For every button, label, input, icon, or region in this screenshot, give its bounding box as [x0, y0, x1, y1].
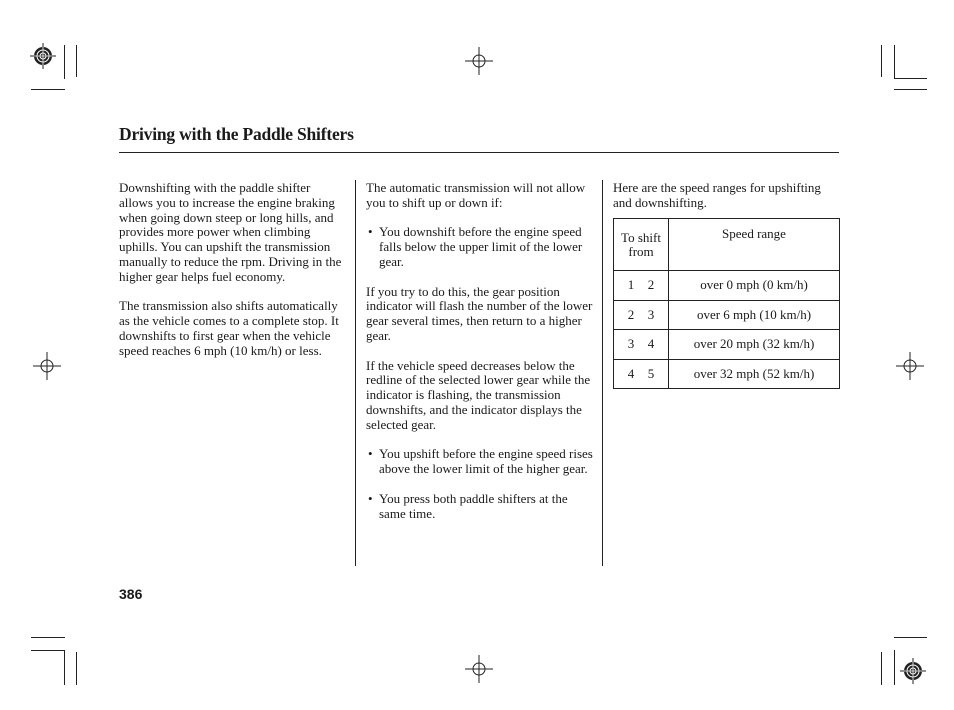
- list-item: [366, 447, 596, 477]
- bullet: •: [368, 490, 373, 506]
- crop-mark: [31, 637, 65, 638]
- crop-mark: [881, 652, 882, 685]
- page-title: Driving with the Paddle Shifters: [119, 124, 354, 144]
- bullet: •: [368, 224, 373, 240]
- crop-mark: [31, 650, 65, 651]
- gear-cell: 1 2: [614, 271, 669, 301]
- paragraph: If you try to do this, the gear position indicator will flash the number of the lower gear several times, then return to a higher gear.: [366, 283, 593, 343]
- table-row: [614, 359, 840, 389]
- header-speed-range: Speed range: [669, 219, 840, 271]
- registration-target-icon: [899, 657, 927, 685]
- list-item: [366, 492, 596, 522]
- column-middle: [366, 181, 596, 536]
- gear-cell: 3 4: [614, 330, 669, 360]
- list-item-text: You downshift before the engine speed falls below the upper limit of the lower gear.: [379, 224, 583, 269]
- crop-mark: [64, 45, 65, 79]
- crosshair-icon: [465, 655, 493, 683]
- gear-cell: 2 3: [614, 300, 669, 330]
- crosshair-icon: [465, 47, 493, 75]
- page-number: 386: [119, 586, 143, 602]
- crop-mark: [894, 89, 927, 90]
- speed-cell: over 20 mph (32 km/h): [669, 330, 840, 360]
- registration-target-icon: [29, 42, 57, 70]
- crosshair-icon: [896, 352, 924, 380]
- table-row: [614, 271, 840, 301]
- header-to-shift-from: To shift from: [614, 219, 669, 271]
- bullet: •: [368, 446, 373, 462]
- speed-range-table: [613, 218, 840, 389]
- paragraph: Downshifting with the paddle shifter allows you to increase the engine braking when going down steep or long hills, and provides more power when climbing uphills. You can upshift the transmission manually to reduce the rpm. Driving in the higher gear helps fuel economy.: [119, 180, 342, 284]
- list-item-text: You upshift before the engine speed rises above the lower limit of the higher gear.: [379, 446, 593, 477]
- crosshair-icon: [33, 352, 61, 380]
- title-rule: [119, 152, 839, 153]
- table-row: [614, 330, 840, 360]
- paragraph: The transmission also shifts automatically as the vehicle comes to a complete stop. It downshifts to first gear when the vehicle speed reaches 6 mph (10 km/h) or less.: [119, 298, 339, 358]
- crop-mark: [894, 650, 895, 685]
- paragraph: The automatic transmission will not allow you to shift up or down if:: [366, 180, 586, 210]
- crop-mark: [881, 45, 882, 77]
- crop-mark: [64, 650, 65, 685]
- speed-cell: over 6 mph (10 km/h): [669, 300, 840, 330]
- table-row: [614, 300, 840, 330]
- column-left: [119, 181, 347, 373]
- crop-mark: [76, 45, 77, 77]
- column-divider: [602, 180, 603, 566]
- paragraph: If the vehicle speed decreases below the redline of the selected lower gear while the indicator is flashing, the transmission downshifts, and the indicator displays the selected gear.: [366, 357, 591, 432]
- gear-cell: 4 5: [614, 359, 669, 389]
- list-item-text: You press both paddle shifters at the same time.: [379, 490, 568, 521]
- crop-mark: [894, 637, 927, 638]
- crop-mark: [31, 89, 65, 90]
- paragraph: Here are the speed ranges for upshifting and downshifting.: [613, 180, 821, 210]
- column-divider: [355, 180, 356, 566]
- crop-mark: [894, 45, 895, 79]
- list-item: [366, 225, 596, 269]
- table-header-row: [614, 219, 840, 271]
- speed-cell: over 0 mph (0 km/h): [669, 271, 840, 301]
- crop-mark: [76, 652, 77, 685]
- crop-mark: [894, 78, 927, 79]
- speed-cell: over 32 mph (52 km/h): [669, 359, 840, 389]
